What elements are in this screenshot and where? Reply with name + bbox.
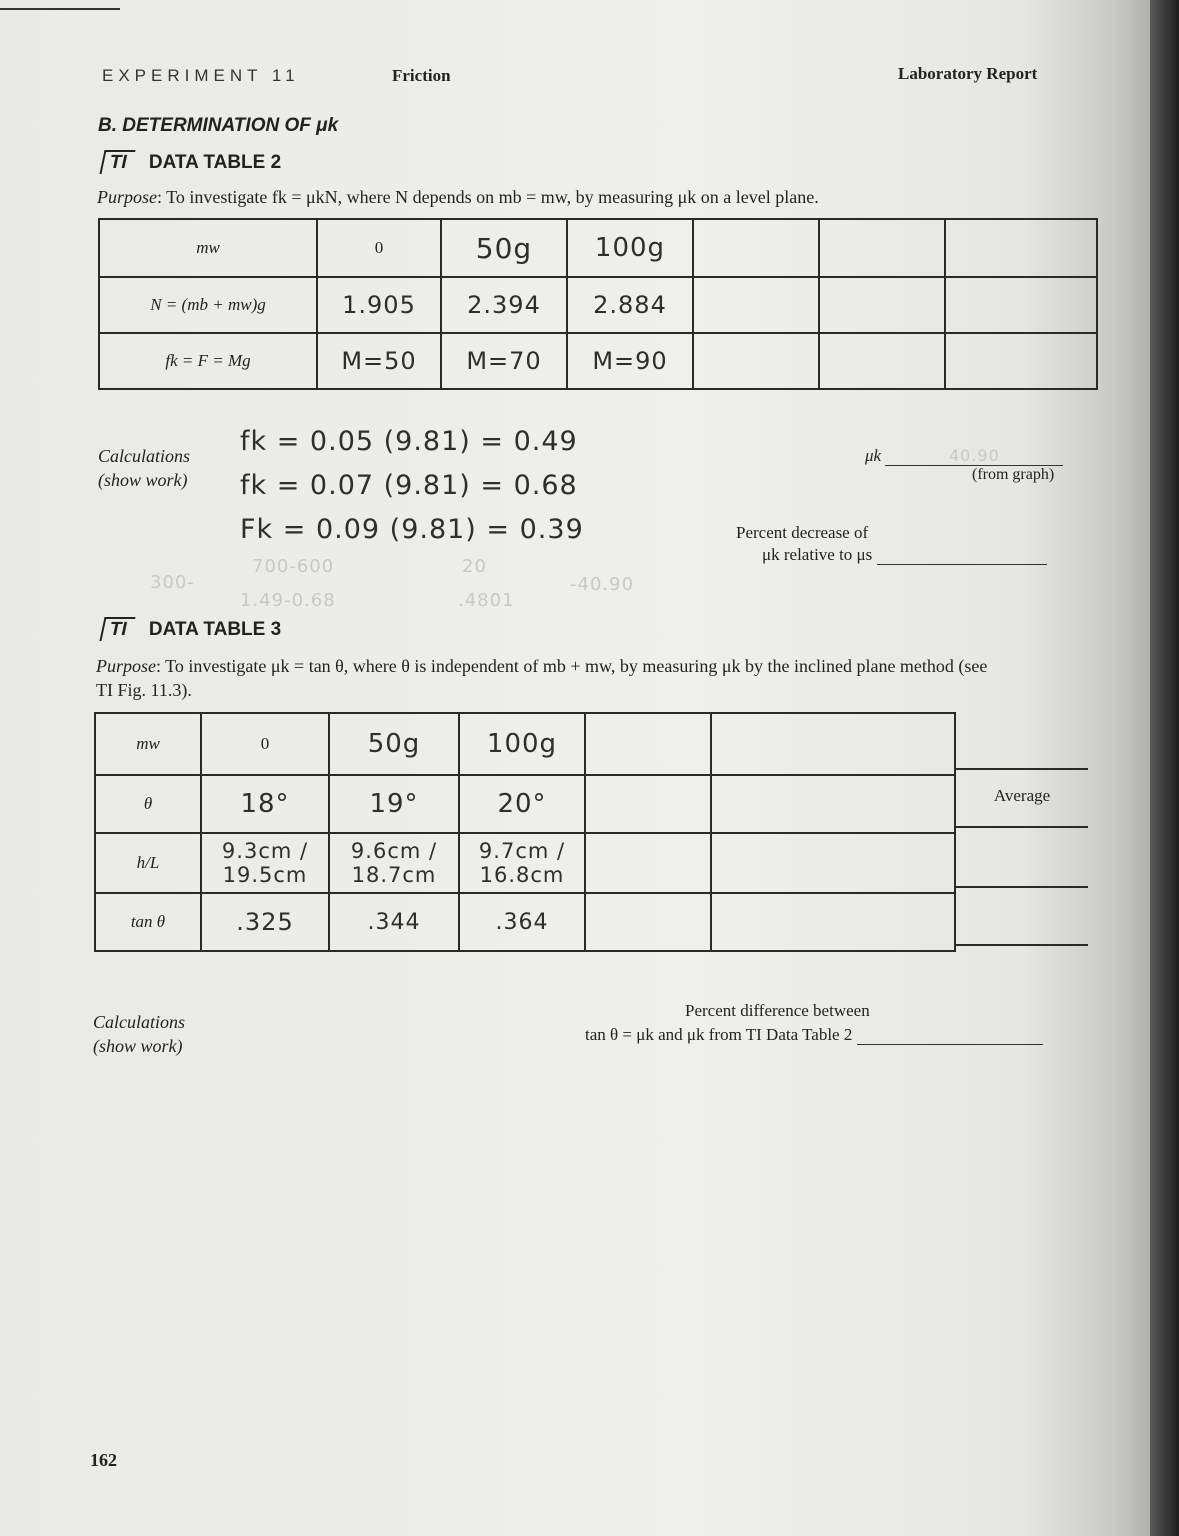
mu-k-label: μk bbox=[865, 446, 882, 465]
table-cell bbox=[819, 277, 945, 333]
mu-k-answer bbox=[865, 446, 1075, 466]
faint-work: 700-600 bbox=[252, 556, 335, 577]
data-table-2 bbox=[98, 218, 1098, 390]
table-cell bbox=[819, 219, 945, 277]
table-cell: 18° bbox=[201, 775, 329, 833]
experiment-topic: Friction bbox=[392, 66, 451, 85]
table-cell: 50g bbox=[329, 713, 459, 775]
percent-decrease-label-2 bbox=[762, 545, 1047, 565]
average-cell bbox=[956, 887, 1088, 945]
lab-report-heading: Laboratory Report bbox=[898, 64, 1038, 83]
average-column bbox=[956, 768, 1088, 946]
purpose-text: : To investigate fk = μkN, where N depends on mb = mw, by measuring μk on a level plane. bbox=[157, 187, 819, 207]
table-row bbox=[95, 713, 955, 775]
ti-badge: TI bbox=[99, 617, 135, 641]
row-label-mw: mw bbox=[95, 713, 201, 775]
table-row bbox=[95, 893, 955, 951]
table-cell: M=70 bbox=[441, 333, 567, 389]
row-label-normal-force: N = (mb + mw)g bbox=[99, 277, 317, 333]
table-cell bbox=[693, 333, 819, 389]
calc-line: fk = 0.05 (9.81) = 0.49 bbox=[240, 426, 578, 457]
table-cell: 2.884 bbox=[567, 277, 693, 333]
table-cell bbox=[819, 333, 945, 389]
table-cell: .344 bbox=[329, 893, 459, 951]
row-label-theta: θ bbox=[95, 775, 201, 833]
calc-label-show-work: (show work) bbox=[98, 470, 188, 490]
faint-work: -40.90 bbox=[570, 574, 635, 595]
table-cell: 9.7cm / 16.8cm bbox=[459, 833, 585, 893]
table-cell bbox=[585, 713, 711, 775]
table-cell bbox=[945, 277, 1097, 333]
table-row bbox=[99, 277, 1097, 333]
table-cell bbox=[585, 775, 711, 833]
purpose-text: : To investigate μk = tan θ, where θ is independent of mb + mw, by measuring μk by the inclined plane method (see bbox=[156, 656, 988, 676]
percent-difference-text: tan θ = μk and μk from TI Data Table 2 bbox=[585, 1025, 853, 1044]
section-title: B. DETERMINATION OF μk bbox=[98, 115, 339, 136]
row-label-friction-force: fk = F = Mg bbox=[99, 333, 317, 389]
page-number: 162 bbox=[90, 1450, 117, 1470]
answer-line bbox=[877, 564, 1047, 565]
table-cell: 100g bbox=[459, 713, 585, 775]
table-cell bbox=[585, 833, 711, 893]
table-row bbox=[99, 219, 1097, 277]
table-cell: 50g bbox=[441, 219, 567, 277]
percent-difference-label: Percent difference between bbox=[685, 1001, 870, 1020]
purpose-label: Purpose bbox=[97, 187, 157, 207]
table-cell: M=90 bbox=[567, 333, 693, 389]
calc-line: fk = 0.07 (9.81) = 0.68 bbox=[240, 470, 578, 501]
table-cell: 1.905 bbox=[317, 277, 441, 333]
calc-label-show-work: (show work) bbox=[93, 1036, 183, 1056]
data-table-3 bbox=[94, 712, 956, 952]
table-cell: .364 bbox=[459, 893, 585, 951]
table2-purpose bbox=[97, 187, 819, 208]
table-row bbox=[95, 775, 955, 833]
average-cell bbox=[956, 827, 1088, 887]
table-cell bbox=[711, 833, 955, 893]
table2-heading bbox=[102, 150, 281, 174]
page-edge-shadow bbox=[1150, 0, 1179, 1536]
ti-badge: TI bbox=[99, 150, 135, 174]
calc-label: Calculations bbox=[93, 1012, 186, 1032]
table-cell bbox=[693, 277, 819, 333]
faint-work: 1.49-0.68 bbox=[240, 590, 336, 611]
row-label-tan-theta: tan θ bbox=[95, 893, 201, 951]
answer-line bbox=[857, 1044, 1043, 1045]
purpose-label: Purpose bbox=[96, 656, 156, 676]
table-cell: .325 bbox=[201, 893, 329, 951]
table-cell: 9.3cm / 19.5cm bbox=[201, 833, 329, 893]
table-cell: M=50 bbox=[317, 333, 441, 389]
faint-work: 20 bbox=[462, 556, 487, 577]
percent-decrease-label: Percent decrease of bbox=[736, 523, 869, 542]
calculations-label bbox=[98, 444, 190, 492]
table-cell bbox=[945, 219, 1097, 277]
calc-line: Fk = 0.09 (9.81) = 0.39 bbox=[240, 514, 584, 545]
table-cell: 100g bbox=[567, 219, 693, 277]
top-rule bbox=[0, 8, 120, 10]
table-cell: 19° bbox=[329, 775, 459, 833]
row-label-mw: mw bbox=[99, 219, 317, 277]
table-cell bbox=[711, 713, 955, 775]
row-label-h-over-l: h/L bbox=[95, 833, 201, 893]
table-row bbox=[956, 827, 1088, 887]
calc-label: Calculations bbox=[98, 446, 191, 466]
percent-difference-label-2 bbox=[585, 1025, 1043, 1045]
table-cell bbox=[945, 333, 1097, 389]
table-row bbox=[99, 333, 1097, 389]
table-row bbox=[956, 887, 1088, 945]
from-graph-note: (from graph) bbox=[972, 466, 1055, 483]
table3-title: DATA TABLE 3 bbox=[148, 619, 282, 640]
percent-decrease-text: μk relative to μs bbox=[762, 545, 873, 564]
faint-work: 300- bbox=[150, 572, 195, 593]
table-cell bbox=[693, 219, 819, 277]
table-cell: 0 bbox=[317, 219, 441, 277]
table-cell: 20° bbox=[459, 775, 585, 833]
table2-title: DATA TABLE 2 bbox=[148, 152, 282, 173]
table-cell: 9.6cm / 18.7cm bbox=[329, 833, 459, 893]
table3-purpose bbox=[96, 654, 1096, 702]
experiment-heading: EXPERIMENT 11 bbox=[102, 66, 300, 85]
calculations-label bbox=[93, 1010, 185, 1058]
table-cell: 0 bbox=[201, 713, 329, 775]
table-cell bbox=[585, 893, 711, 951]
handwritten-calculations bbox=[240, 420, 584, 552]
mu-k-value: 40.90 bbox=[885, 446, 1063, 466]
table-cell bbox=[711, 775, 955, 833]
purpose-text-2: TI Fig. 11.3). bbox=[96, 680, 192, 700]
faint-work: .4801 bbox=[458, 590, 515, 611]
table-cell bbox=[711, 893, 955, 951]
average-label: Average bbox=[956, 769, 1088, 827]
table-row bbox=[95, 833, 955, 893]
table-cell: 2.394 bbox=[441, 277, 567, 333]
table3-heading bbox=[102, 617, 281, 641]
table-row bbox=[956, 769, 1088, 827]
